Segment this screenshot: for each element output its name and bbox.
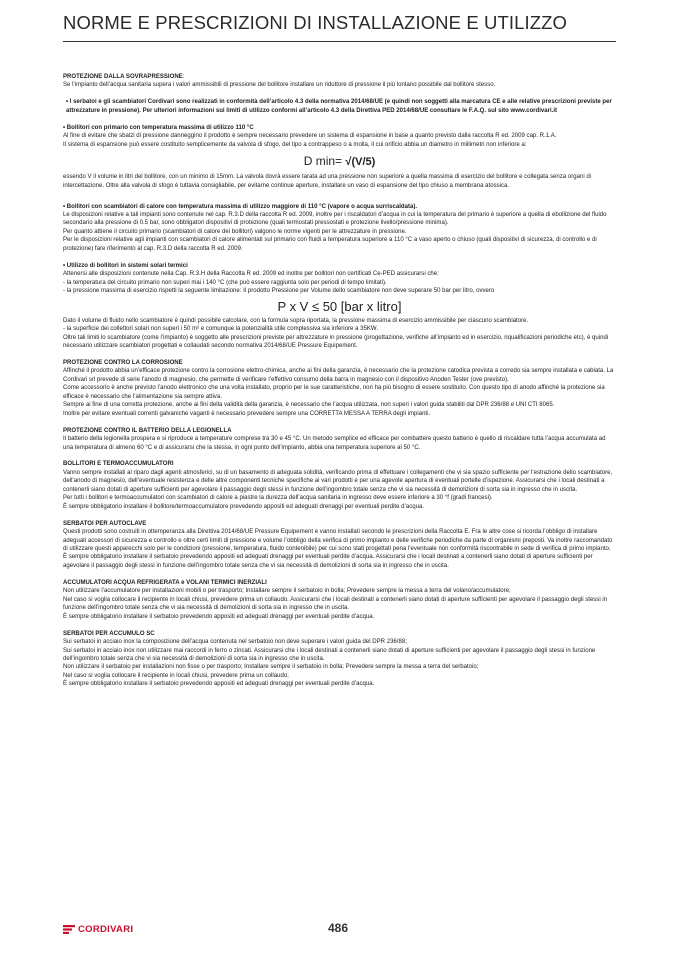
brand-name: CORDIVARI: [78, 924, 134, 935]
bullet-heading-primary-110: • Bollitori con primario con temperatura massima di utilizzo 110 °C: [63, 124, 254, 131]
page-number: 486: [328, 921, 349, 935]
paragraph: Se l’impianto dell’acqua sanitaria supera i valori ammissibili di pressione del bollitore installare un riduttore di pressione il più lontano possibile dal bollitore stesso.: [63, 82, 496, 89]
formula-dmin-lhs: D min=: [303, 154, 343, 169]
paragraph: È sempre obbligatorio installare il serbatoio prevedendo appositi ed adeguati drenaggi per eventuali perdite d’acqua.: [63, 613, 375, 620]
title-divider: [63, 41, 616, 42]
section-heading-corrosion: PROTEZIONE CONTRO LA CORROSIONE: [63, 359, 183, 366]
section-heading-autoclave: SERBATOI PER AUTOCLAVE: [63, 520, 147, 527]
paragraph: - la temperatura del circuito primario non superi mai i 140 °C (che può essere raggiunta solo per periodi di tempo limitati).: [63, 279, 387, 286]
formula-dmin-radicand: (V/5): [351, 156, 376, 169]
paragraph: È sempre obbligatorio installare il serbatoio prevedendo appositi ed adeguati drenaggi per eventuali perdite d’acqua.: [63, 681, 375, 688]
paragraph: Attenersi alle disposizioni contenute nella Cap. R.3.H della Raccolta R ed. 2009 ed inoltre per bollitori non certificati Ce-PED assicurarsi che:: [63, 271, 439, 278]
section-heading-overpressure: PROTEZIONE DALLA SOVRAPRESSIONE:: [63, 74, 185, 80]
paragraph: Nel caso si voglia collocare il recipiente in locali chiusi, prevedere prima un collaudo. Assicurarsi che i locali destinati a contenerli siano dotati di aperture sufficienti per agevolare il passaggio degli stessi in funzione dell’ingombro totale senza che vi sia necessità di demolizioni di sorta sia in ingresso che in uscita.: [63, 596, 608, 612]
paragraph: Come accessorio è anche previsto l’anodo elettronico che una volta installato, proprio per le sue caratteristiche, non ha più bisogno di essere sostituito. Con questo tipo di anodo affinché la protezione sia efficace è necessario che l’alimentazione sia sempre attiva.: [63, 385, 605, 400]
formula-dmin: [63, 153, 616, 170]
paragraph: Inoltre per evitare eventuali correnti galvaniche vaganti è necessario prevedere sempre una CORRETTA MESSA A TERRA degli impianti.: [63, 410, 431, 417]
paragraph: Non utilizzare l’accumulatore per installazioni mobili o per trasporto; Installare sempre il serbatoio in bolla; Prevedere sempre la messa a terra del volano/accumulatore;: [63, 588, 511, 595]
paragraph: Questi prodotti sono costruiti in ottemperanza alla Direttiva 2014/68/UE Pressure Equipement e vanno installati secondo le prescrizioni della Raccolta E. Fra le altre cose si ricorda l’obbligo di installare adeguati accessori di sicurezza e controllo e oltre certi limiti di pressione e volume l’obbligo della verifica di primo impianto e delle verifiche periodiche da parte di organismi preposti. Va inoltre raccomandato di utilizzare questi apparecchi solo per le condizioni (pressione, temperatura, fluido contenibile) per cui sono stati progettati pena l’eventuale non conformità riscontrabile in sede di verifica di primo impianto. È sempre obbligatorio installare il serbatoio prevedendo appositi ed adeguati drenaggi per eventuali perdite d’acqua. Assicurarsi che i locali destinati a contenerli siano dotati di aperture sufficienti per agevolare il passaggio degli stessi in funzione dell’ingombro totale senza che vi sia necessità di demolizioni di sorta sia in ingresso che in uscita.: [63, 529, 613, 569]
paragraph: Per tutti i bollitori e termoaccumulatori con scambiatori di calore a piastre la durezza dell’acqua sanitaria in ingresso deve essere inferiore a 30 °f (gradi francesi).: [63, 495, 493, 502]
paragraph: Non utilizzare il serbatoio per installazioni non fisse o per trasporto; Installare sempre il serbatoio in bolla; Prevedere sempre la messa a terra del serbatoio;: [63, 664, 479, 671]
paragraph: essendo V il volume in litri del bollitore, con un minimo di 15mm. La valvola dovrà essere tarata ad una pressione non superiore a quella massima di esercizio del bollitore e collegata senza organi di intercettazione. Oltre alla valvola di sfogo è tuttavia consigliabile, per evitarne continue aperture, installare un vaso di espansione del tipo chiuso a membrana atossica.: [63, 174, 592, 189]
section-heading-legionella: PROTEZIONE CONTRO IL BATTERIO DELLA LEGIONELLA: [63, 427, 232, 434]
paragraph: Sui serbatoi in acciaio inox non utilizzare mai raccordi in ferro o zincati. Assicurarsi che i locali destinati a contenerli siano dotati di aperture sufficienti per agevolare il passaggio degli stessi in funzione dell’ingombro totale senza che vi sia necessità di demolizioni di sorta sia in ingresso che in uscita.: [63, 647, 596, 663]
page-title: NORME E PRESCRIZIONI DI INSTALLAZIONE E UTILIZZO: [63, 12, 568, 33]
paragraph: - la pressione massima di esercizio rispetti la seguente limitazione: Il prodotto Pressione per Volume dello scambiatore non deve superare 50 bar per litro, ovvero: [63, 288, 495, 295]
paragraph: Nel caso si voglia collocare il recipiente in locali chiusi, prevedere prima un collaudo;: [63, 672, 289, 679]
bullet-ped-conformity: • I serbatoi e gli scambiatori Cordivari sono realizzati in conformità dell’articolo 4.3 della normativa 2014/68/UE (e quindi non soggetti alla marcatura CE e alle relative prescrizioni previste per attrezzature in pressione). Per ulteriori informazioni sui limiti di utilizzo conformi all’articolo 4.3 della Direttiva PED 2014/68/UE consultare le F.A.Q. sul sito www.cordivari.it: [66, 99, 612, 114]
paragraph: Il sistema di espansione può essere costituito semplicemente da valvola di sfogo, del tipo a contrappeso o a molla, il cui orificio abbia un diametro in millimetri non inferiore a:: [63, 141, 527, 148]
paragraph: Per le disposizioni relative agli impianti con scambiatori di calore alimentati sul primario con fluidi a temperatura superiore a 110 °C a vaso aperto o chiuso (quali dispositivi di sicurezza, di controllo e di protezione) fare riferimento al cap. R.3.D della raccolta R ed. 2009.: [63, 237, 597, 252]
paragraph: Il batterio della legionella prospera e si riproduce a temperature comprese tra 30 e 45 °C. Un metodo semplice ed efficace per combattere questo batterio è quello di riscaldare tutta l’acqua accumulata ad una temperatura di almeno 60 °C e di assicurarsi che la stessa, in ogni punto dell’impianto, abbia una temperatura superiore ai 50 °C.: [63, 436, 606, 451]
bullet-heading-over-110: • Bollitori con scambiatori di calore con temperatura massima di utilizzo maggiore di 110 °C (vapore o acqua surriscaldata).: [63, 203, 418, 210]
formula-pxv: P x V ≤ 50 [bar x litro]: [277, 298, 402, 314]
section-heading-chilled-water: ACCUMULATORI ACQUA REFRIGERATA e VOLANI TERMICI INERZIALI: [63, 579, 267, 586]
document-body: [63, 73, 616, 689]
paragraph: Sui serbatoi in acciaio inox la composizione dell’acqua contenuta nel serbatoio non deve superare i valori guida del DPR 236/88;: [63, 639, 407, 646]
sqrt-symbol-icon: √: [345, 156, 352, 169]
paragraph: Dato il volume di fluido nello scambiatore è quindi possibile calcolare, con la formula sopra riportata, la pressione massima di esercizio ammissibile per ciascuno scambiatore.: [63, 317, 529, 324]
cordivari-logo-icon: [63, 925, 75, 934]
paragraph: Vanno sempre installati al riparo dagli agenti atmosferici, su di un basamento di adeguata solidità, verificando prima di effettuare i collegamenti che vi sia spazio sufficiente per l’estrazione dello scambiatore, dell’anodo di magnesio, dell’eventuale resistenza e delle altre componenti tecniche specifiche ai vari prodotti e per una agevole apertura di eventuali portelle d’ispezione. Assicurarsi che i locali destinati a contenerli siano dotati di aperture sufficienti per agevolare il passaggio degli stessi in funzione dell’ingombro totale senza che vi sia necessità di demolizioni di sorta sia in ingresso che in uscita.: [63, 469, 613, 493]
paragraph: Sempre ai fine di una corretta protezione, anche ai fini della validità della garanzia, è necessario che l’acqua utilizzata, non superi i valori guida stabiliti dal DPR 236/88 e UNI CTI 8065.: [63, 402, 555, 409]
paragraph: Oltre tali limiti lo scambiatore (come l’impianto) è soggetto alle prescrizioni previste per attrezzature in pressione (progettazione, verifiche all’impianto ed in esercizio, riqualificazioni periodiche etc), è quindi necessario utilizzare scambiatori progettati e collaudati secondo normativa 2014/68/UE Pressure Equipement.: [63, 334, 609, 349]
paragraph: Per quanto attiene il circuito primario (scambiatori di calore dei bollitori) valgono le norme vigenti per le attrezzature in pressione.: [63, 228, 407, 235]
paragraph: - la superficie dei collettori solari non superi i 50 m² e comunque la potenzialità utile complessiva sia inferiore a 35KW.: [63, 326, 378, 333]
section-heading-boilers: BOLLITORI E TERMOACCUMULATORI: [63, 461, 174, 468]
paragraph: Le disposizioni relative a tali impianti sono contenute nel cap. R.3.D della raccolta R ed. 2009, inoltre per i riscaldatori d’acqua in cui la temperatura del primario è superiore a quella di ebollizione del fluido secondario alla pressione di 0.5 bar, sono obbligatori dispositivi di protezione (quali termostati pressostati e protezione livello/pressione minima).: [63, 212, 607, 227]
section-heading-sc-storage: SERBATOI PER ACCUMULO SC: [63, 630, 155, 637]
paragraph: Affinché il prodotto abbia un’efficace protezione contro la corrosione elettro-chimica, anche ai fini della garanzia, è necessario che la protezione catodica prevista a corredo sia sempre installata e cablata. La Cordivari srl prevede di serie l’anodo di magnesio, che permette di verificare l’effettivo consumo della barra in magnesio con il dispositivo Anoden Tester (ove previsto).: [63, 368, 614, 383]
paragraph: È sempre obbligatorio installare il bollitore/termoaccumulatore prevedendo appositi ed adeguati drenaggi per eventuali perdite d’acqua.: [63, 503, 425, 510]
paragraph: Al fine di evitare che sbalzi di pressione danneggino il prodotto è sempre necessario prevedere un sistema di espansione in base a quanto previsto dalla raccolta R ed. 2009 cap. R.1.A.: [63, 133, 557, 140]
brand-logo: [63, 924, 133, 935]
bullet-heading-solar: • Utilizzo di bollitori in sistemi solari termici: [63, 262, 188, 269]
